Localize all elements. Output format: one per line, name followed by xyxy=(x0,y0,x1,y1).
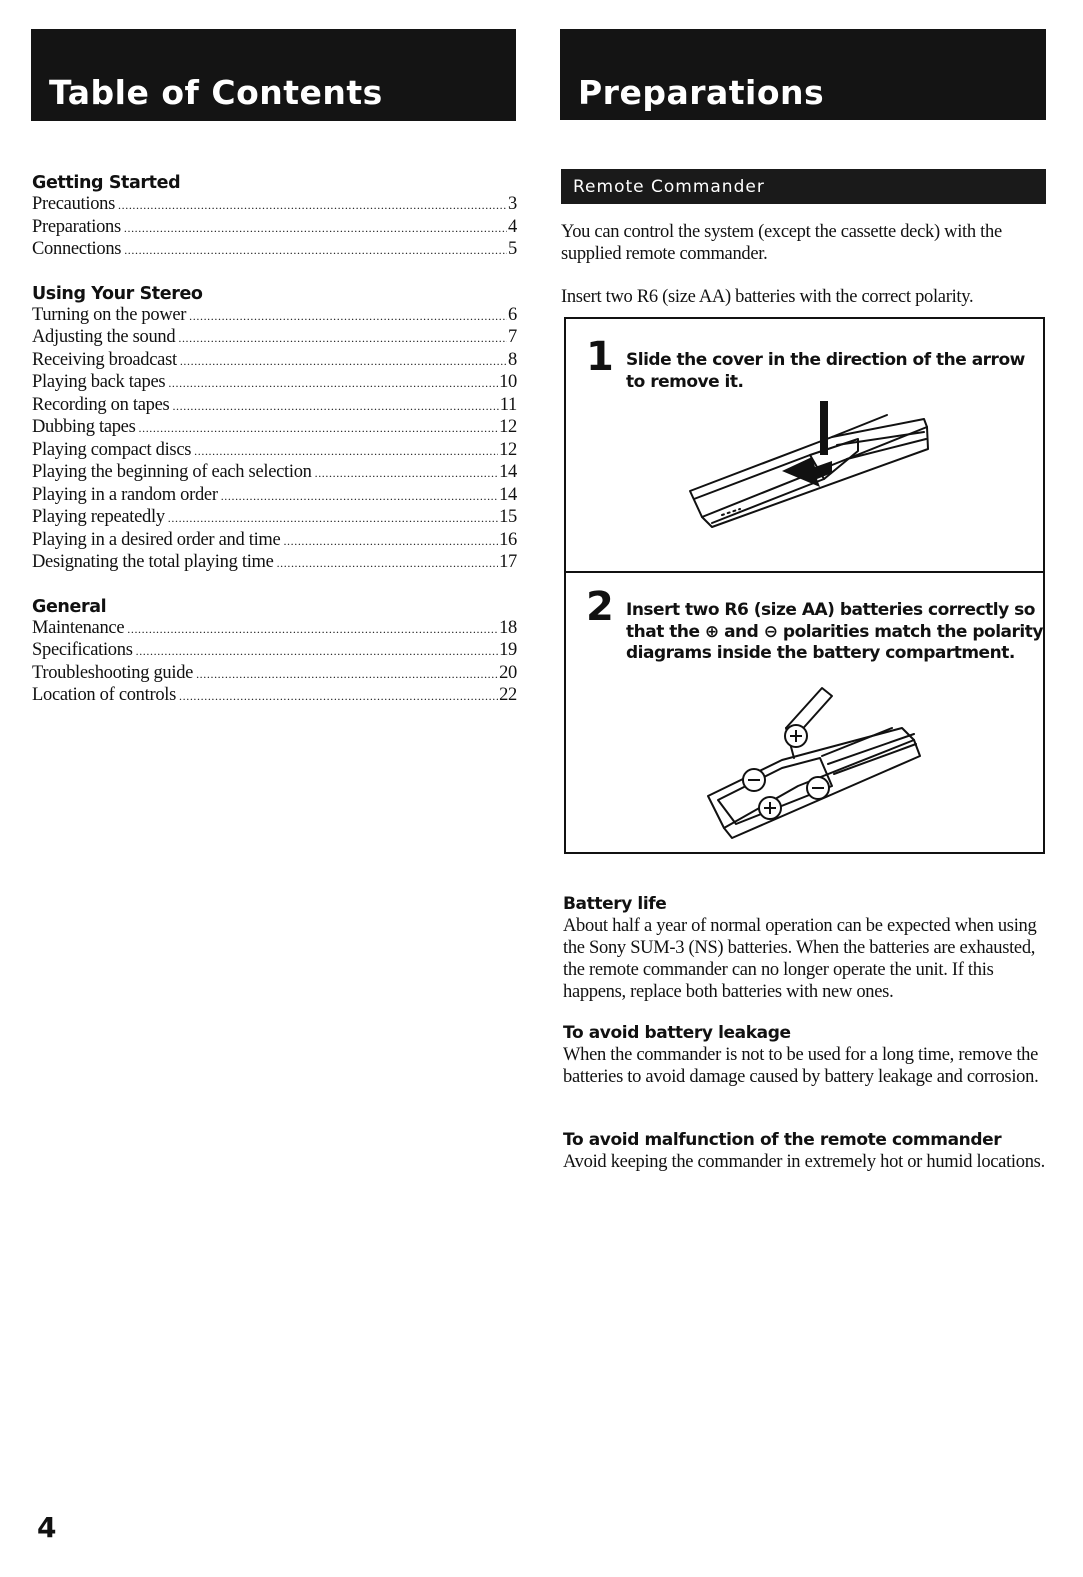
toc-leader-dots xyxy=(118,195,507,217)
toc-leader-dots xyxy=(178,328,507,350)
toc-entry-page: 16 xyxy=(499,529,517,550)
step-text: Slide the cover in the direction of the arrow to remove it. xyxy=(626,350,1025,392)
toc-entry-page: 4 xyxy=(508,216,517,237)
toc-leader-dots xyxy=(196,664,498,686)
toc-leader-dots xyxy=(283,531,498,553)
step-number: 1 xyxy=(586,334,614,380)
toc-leader-dots xyxy=(221,486,498,508)
toc-entry[interactable] xyxy=(32,395,517,418)
toc-entry-page: 11 xyxy=(499,394,517,415)
toc-leader-dots xyxy=(124,240,507,262)
toc-entry-title: Playing repeatedly xyxy=(32,507,165,527)
toc-leader-dots xyxy=(172,396,498,418)
toc-leader-dots xyxy=(180,351,507,373)
toc-entry-title: Playing back tapes xyxy=(32,372,166,392)
toc-leader-dots xyxy=(189,306,507,328)
toc-entry-title: Receiving broadcast xyxy=(32,349,177,370)
toc-entry-title: Playing in a desired order and time xyxy=(32,529,281,550)
section-title: Remote Commander xyxy=(573,177,765,197)
preparations-banner-title: Preparations xyxy=(578,73,825,112)
toc-entry[interactable] xyxy=(32,350,517,373)
battery-insertion-illustration xyxy=(702,668,932,843)
note-body: When the commander is not to be used for a long time, remove the batteries to avoid damage caused by battery leakage and corrosion. xyxy=(563,1045,1039,1087)
toc-leader-dots xyxy=(277,553,499,575)
intro-paragraph: You can control the system (except the cassette deck) with the supplied remote commander. xyxy=(561,222,1002,264)
toc-entry-page: 5 xyxy=(508,239,517,259)
toc-entry-page: 12 xyxy=(499,417,517,437)
toc-leader-dots xyxy=(315,463,498,485)
toc-entry-title: Maintenance xyxy=(32,617,125,638)
note-body: About half a year of normal operation can be expected when using the Sony SUM-3 (NS) batteries. When the batteries are exhausted, the remote commander can no longer operate the unit. If this happens, replace both batteries with new ones. xyxy=(563,916,1037,1002)
toc-entry[interactable] xyxy=(32,327,517,350)
toc-entry[interactable] xyxy=(32,417,517,440)
toc-entry-title: Playing the beginning of each selection xyxy=(32,462,312,482)
toc-entry-title: Location of controls xyxy=(32,685,177,705)
step-2 xyxy=(566,573,1043,854)
step-1 xyxy=(566,319,1043,573)
table-of-contents xyxy=(32,172,517,729)
toc-entry-title: Connections xyxy=(32,239,122,259)
toc-entry-page: 14 xyxy=(499,484,517,505)
toc-entry-page: 7 xyxy=(508,327,517,347)
toc-leader-dots xyxy=(139,418,499,440)
toc-entry-page: 8 xyxy=(508,349,517,370)
toc-entry[interactable] xyxy=(32,440,517,463)
remote-commander-section-bar xyxy=(561,169,1046,204)
toc-banner-title: Table of Contents xyxy=(49,73,383,112)
toc-section-heading: Using Your Stereo xyxy=(32,283,203,304)
page-number: 4 xyxy=(37,1511,57,1544)
toc-leader-dots xyxy=(136,641,498,663)
toc-entry-page: 10 xyxy=(499,372,517,392)
toc-entry[interactable] xyxy=(32,618,517,641)
step-text: Insert two R6 (size AA) batteries correctly so that the ⊕ and ⊖ polarities match the polarity diagrams inside the battery compartment. xyxy=(626,600,1043,663)
toc-entry-title: Specifications xyxy=(32,640,133,660)
toc-leader-dots xyxy=(179,686,498,708)
toc-entry-title: Recording on tapes xyxy=(32,394,170,415)
toc-entry-title: Playing in a random order xyxy=(32,484,218,505)
remote-cover-slide-illustration xyxy=(682,399,932,549)
toc-section-getting-started xyxy=(32,172,517,262)
note-heading: Battery life xyxy=(563,894,667,914)
toc-section-heading: General xyxy=(32,596,107,617)
toc-entry-title: Adjusting the sound xyxy=(32,327,176,347)
toc-entry[interactable] xyxy=(32,530,517,553)
toc-leader-dots xyxy=(124,218,507,240)
battery-leakage-note xyxy=(563,1022,1045,1088)
toc-banner xyxy=(31,29,516,121)
toc-section-using-your-stereo xyxy=(32,283,517,575)
toc-entry[interactable] xyxy=(32,462,517,485)
toc-entry-page: 22 xyxy=(499,685,517,705)
toc-entry-page: 19 xyxy=(499,640,517,660)
toc-entry[interactable] xyxy=(32,552,517,575)
arrow-icon xyxy=(782,401,832,487)
toc-entry[interactable] xyxy=(32,485,517,508)
toc-entry[interactable] xyxy=(32,507,517,530)
toc-entry-page: 18 xyxy=(499,617,517,638)
toc-leader-dots xyxy=(168,373,498,395)
toc-entry-page: 17 xyxy=(499,552,517,572)
toc-entry-title: Playing compact discs xyxy=(32,439,192,460)
toc-entry[interactable] xyxy=(32,663,517,686)
toc-leader-dots xyxy=(168,508,498,530)
toc-entry[interactable] xyxy=(32,239,517,262)
steps-box xyxy=(564,317,1045,854)
step-number: 2 xyxy=(586,584,614,630)
toc-entry[interactable] xyxy=(32,685,517,708)
toc-entry[interactable] xyxy=(32,305,517,328)
toc-entry[interactable] xyxy=(32,194,517,217)
toc-entry-title: Troubleshooting guide xyxy=(32,662,194,683)
toc-section-general xyxy=(32,596,517,708)
toc-entry-page: 20 xyxy=(499,662,517,683)
toc-entry-page: 12 xyxy=(499,439,517,460)
battery-instruction: Insert two R6 (size AA) batteries with the correct polarity. xyxy=(561,287,974,307)
toc-entry-title: Precautions xyxy=(32,194,116,214)
note-body: Avoid keeping the commander in extremely hot or humid locations. xyxy=(563,1152,1045,1172)
toc-entry-title: Preparations xyxy=(32,216,121,237)
toc-entry-title: Dubbing tapes xyxy=(32,417,136,437)
malfunction-note xyxy=(563,1129,1045,1173)
toc-section-heading: Getting Started xyxy=(32,173,181,193)
toc-entry-title: Designating the total playing time xyxy=(32,552,274,572)
toc-leader-dots xyxy=(127,619,498,641)
preparations-banner xyxy=(560,29,1046,120)
toc-entry[interactable] xyxy=(32,372,517,395)
toc-entry[interactable] xyxy=(32,217,517,240)
toc-entry-page: 15 xyxy=(499,507,517,527)
note-heading: To avoid malfunction of the remote commander xyxy=(563,1130,1002,1150)
note-heading: To avoid battery leakage xyxy=(563,1023,791,1043)
toc-entry-page: 6 xyxy=(508,304,517,325)
toc-entry-page: 3 xyxy=(508,194,517,214)
toc-entry-page: 14 xyxy=(499,462,517,482)
toc-leader-dots xyxy=(194,441,498,463)
battery-life-note xyxy=(563,893,1045,1003)
toc-entry[interactable] xyxy=(32,640,517,663)
toc-entry-title: Turning on the power xyxy=(32,304,187,325)
